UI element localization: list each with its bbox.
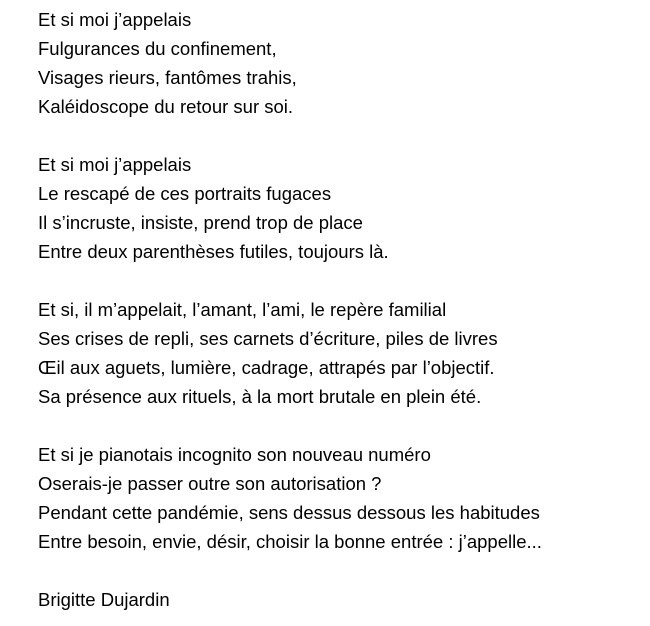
poem-line: Ses crises de repli, ses carnets d’écriture, piles de livres xyxy=(38,328,498,349)
poem-line: Et si je pianotais incognito son nouveau numéro xyxy=(38,444,431,465)
poem-line: Fulgurances du confinement, xyxy=(38,38,277,59)
poem-line: Et si moi j’appelais xyxy=(38,154,192,175)
poem-line: Et si moi j’appelais xyxy=(38,9,192,30)
poem-line: Kaléidoscope du retour sur soi. xyxy=(38,96,294,117)
stanza-4 xyxy=(38,440,638,556)
poem-line: Œil aux aguets, lumière, cadrage, attrapés par l’objectif. xyxy=(38,357,495,378)
stanza-2 xyxy=(38,150,638,266)
poem-line: Sa présence aux rituels, à la mort brutale en plein été. xyxy=(38,386,482,407)
poem-line: Et si, il m’appelait, l’amant, l’ami, le repère familial xyxy=(38,299,447,320)
poem-line: Pendant cette pandémie, sens dessus dessous les habitudes xyxy=(38,502,540,523)
poem-line: Le rescapé de ces portraits fugaces xyxy=(38,183,332,204)
stanza-3 xyxy=(38,295,638,411)
poem-line: Il s’incruste, insiste, prend trop de place xyxy=(38,212,363,233)
poem-document xyxy=(38,5,638,614)
poem-line: Visages rieurs, fantômes trahis, xyxy=(38,67,297,88)
poem-line: Entre deux parenthèses futiles, toujours là. xyxy=(38,241,389,262)
poem-line: Oserais-je passer outre son autorisation ? xyxy=(38,473,382,494)
author-signature: Brigitte Dujardin xyxy=(38,589,170,610)
poem-line: Entre besoin, envie, désir, choisir la bonne entrée : j’appelle... xyxy=(38,531,542,552)
stanza-1 xyxy=(38,5,638,121)
